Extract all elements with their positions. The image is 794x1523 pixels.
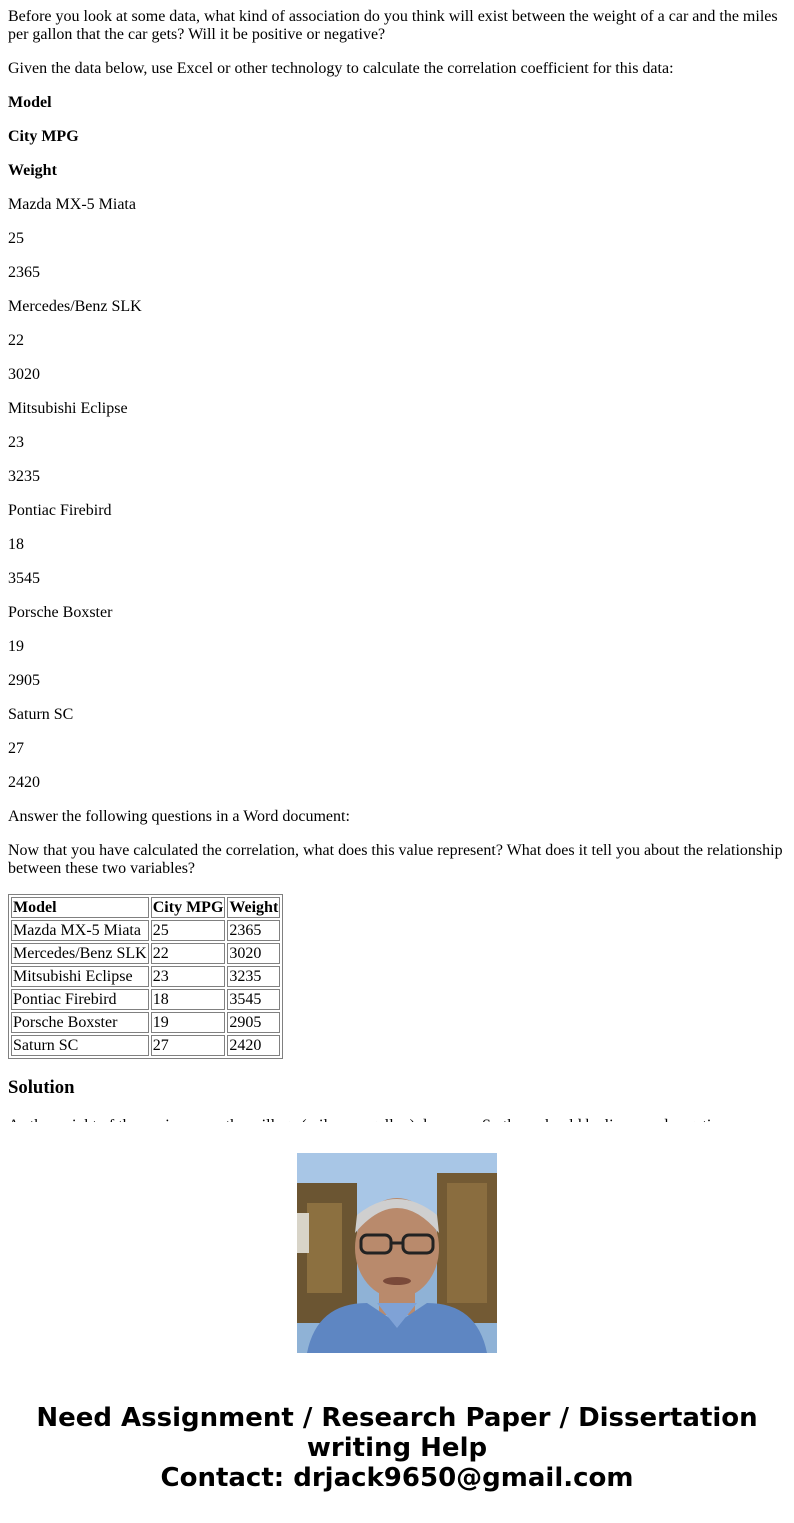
table-cell: Mazda MX-5 Miata bbox=[11, 920, 149, 941]
table-cell: 3545 bbox=[227, 989, 280, 1010]
list-weight: 2905 bbox=[8, 672, 40, 689]
table-cell: Pontiac Firebird bbox=[11, 989, 149, 1010]
intro-paragraph: Before you look at some data, what kind of association do you think will exist between the weight of a car and the miles per gallon that the car gets? Will it be positive or negative? bbox=[8, 8, 778, 43]
table-cell: 19 bbox=[151, 1012, 226, 1033]
table-cell: 3020 bbox=[227, 943, 280, 964]
list-model: Pontiac Firebird bbox=[8, 502, 112, 519]
avatar bbox=[297, 1153, 497, 1353]
table-cell: Saturn SC bbox=[11, 1035, 149, 1056]
promo-line: writing Help bbox=[306, 1433, 488, 1463]
list-mpg: 27 bbox=[8, 740, 24, 757]
table-row bbox=[11, 1012, 280, 1033]
list-header-weight: Weight bbox=[8, 162, 57, 179]
solution-heading: Solution bbox=[8, 1077, 75, 1098]
list-mpg: 25 bbox=[8, 230, 24, 247]
instruction-paragraph: Given the data below, use Excel or other technology to calculate the correlation coefficient for this data: bbox=[8, 60, 674, 77]
list-model: Mazda MX-5 Miata bbox=[8, 196, 136, 213]
table-header-row bbox=[11, 897, 280, 918]
table-cell: Mercedes/Benz SLK bbox=[13, 945, 147, 962]
promo-banner bbox=[0, 1403, 794, 1493]
list-weight: 2365 bbox=[8, 264, 40, 281]
list-mpg: 23 bbox=[8, 434, 24, 451]
answer-instruction: Answer the following questions in a Word document: bbox=[8, 808, 350, 825]
promo-contact[interactable]: Contact: drjack9650@gmail.com bbox=[160, 1463, 634, 1493]
table-cell: 2420 bbox=[227, 1035, 280, 1056]
table-row bbox=[11, 943, 280, 964]
table-header-cell: Model bbox=[11, 897, 149, 918]
table-cell: 2905 bbox=[227, 1012, 280, 1033]
table-cell: 2365 bbox=[227, 920, 280, 941]
table-cell: 25 bbox=[151, 920, 226, 941]
author-photo bbox=[297, 1153, 497, 1353]
table-row bbox=[11, 989, 280, 1010]
table-cell: 23 bbox=[151, 966, 226, 987]
list-weight: 3020 bbox=[8, 366, 40, 383]
table-header-cell: City MPG bbox=[152, 899, 224, 916]
list-weight: 3235 bbox=[8, 468, 40, 485]
table-cell: Mitsubishi Eclipse bbox=[11, 966, 149, 987]
list-mpg: 19 bbox=[8, 638, 24, 655]
table-cell: 3235 bbox=[227, 966, 280, 987]
promo-overlay bbox=[0, 1122, 794, 1523]
list-model: Mercedes/Benz SLK bbox=[8, 298, 142, 315]
list-mpg: 18 bbox=[8, 536, 24, 553]
followup-question: Now that you have calculated the correlation, what does this value represent? What does it tell you about the relationship between these two variables? bbox=[8, 842, 783, 877]
table-row bbox=[11, 1035, 280, 1056]
list-model: Saturn SC bbox=[8, 706, 74, 723]
table-cell: 18 bbox=[151, 989, 226, 1010]
table-row bbox=[11, 920, 280, 941]
table-cell: Porsche Boxster bbox=[11, 1012, 149, 1033]
car-data-table bbox=[8, 894, 283, 1059]
question-document bbox=[8, 0, 786, 1122]
list-weight: 3545 bbox=[8, 570, 40, 587]
list-header-city-mpg: City MPG bbox=[8, 128, 79, 145]
table-cell: 22 bbox=[151, 943, 226, 964]
table-header-cell: Weight bbox=[229, 899, 279, 916]
list-model: Porsche Boxster bbox=[8, 604, 113, 621]
promo-line: Need Assignment / Research Paper / Dissertation bbox=[36, 1403, 758, 1433]
table-cell: 27 bbox=[151, 1035, 226, 1056]
list-header-model: Model bbox=[8, 94, 52, 111]
table-row bbox=[11, 966, 280, 987]
list-weight: 2420 bbox=[8, 774, 40, 791]
list-model: Mitsubishi Eclipse bbox=[8, 400, 128, 417]
list-mpg: 22 bbox=[8, 332, 24, 349]
